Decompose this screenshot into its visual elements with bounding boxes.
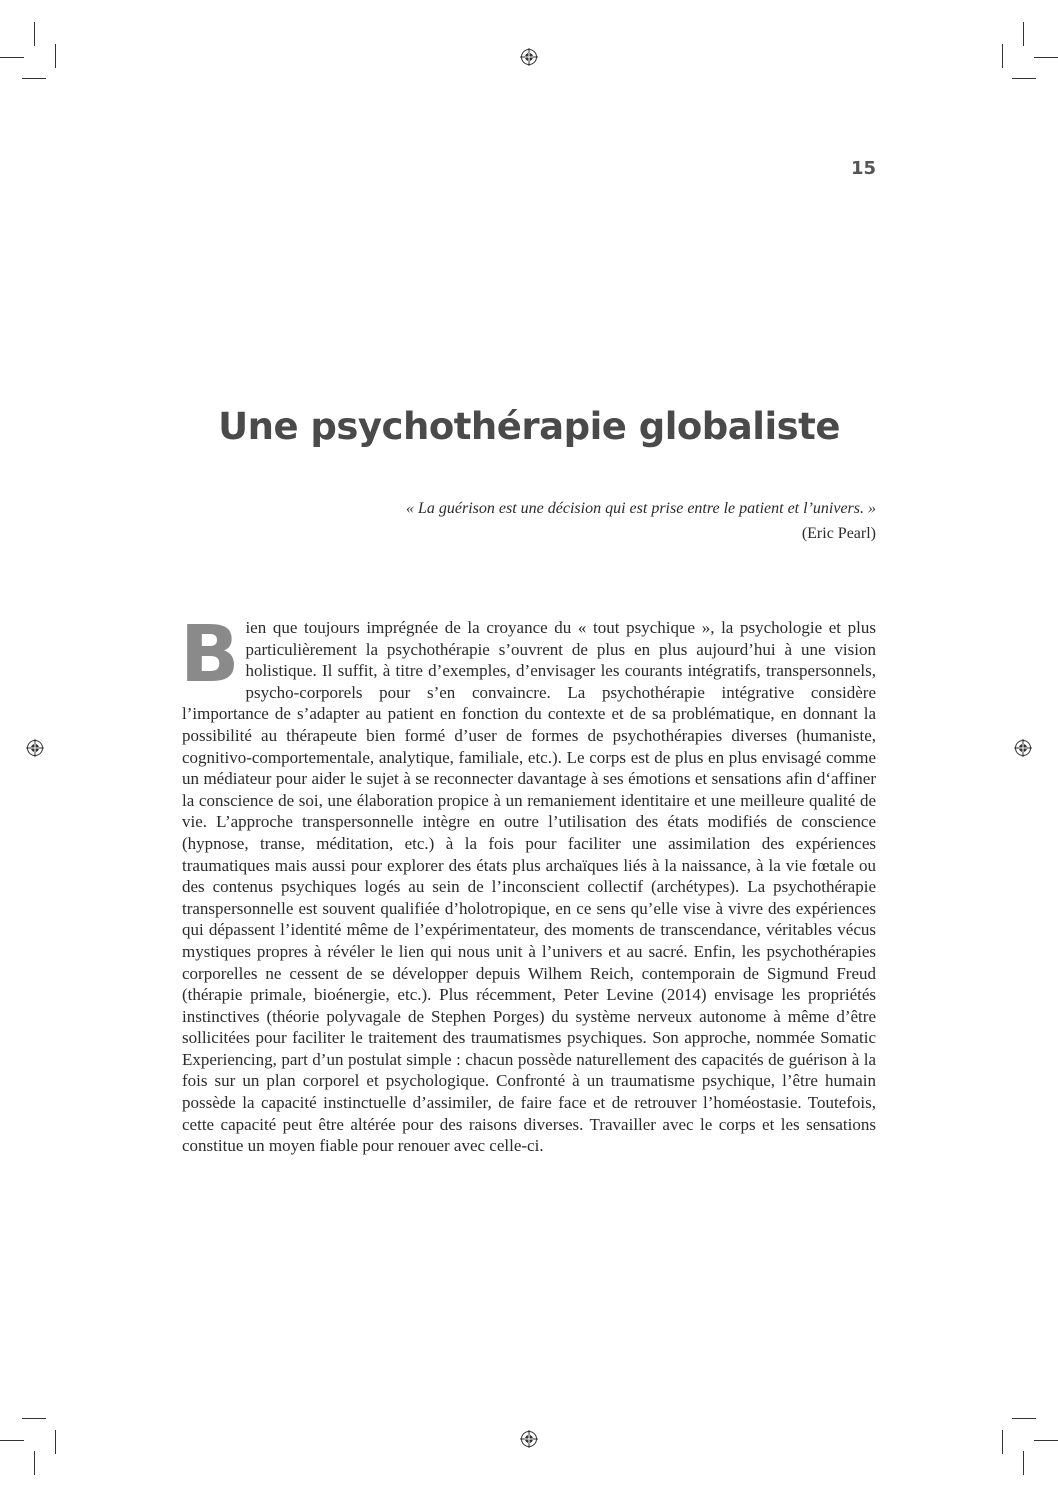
crop-mark-bottom-left-h: [22, 1418, 46, 1419]
registration-target-icon: [520, 1430, 538, 1448]
crop-mark-bottom-left-v2: [55, 1430, 56, 1454]
crop-mark-top-right-h: [1012, 78, 1036, 79]
crop-mark-top-left-h2: [0, 57, 24, 58]
crop-mark-top-right-v2: [1002, 44, 1003, 68]
crop-mark-top-left-v2: [55, 44, 56, 68]
crop-mark-bottom-left-h2: [0, 1440, 24, 1441]
body-paragraph: [180, 610, 876, 1157]
crop-mark-bottom-right-v: [1023, 1451, 1024, 1475]
registration-target-icon: [520, 48, 538, 66]
crop-mark-top-right-v: [1023, 22, 1024, 46]
epigraph: [276, 496, 876, 546]
page-number: 15: [850, 158, 876, 179]
crop-mark-top-right-h2: [1034, 57, 1058, 58]
crop-mark-top-left-h: [22, 78, 46, 79]
crop-mark-bottom-right-v2: [1002, 1430, 1003, 1454]
body-text: ien que toujours imprégnée de la croyance du « tout psychique », la psychologie et plus particulièrement la psychothérapie s’ouvrent de plus en plus aujourd’hui à une vision holistique. Il suffit, à titre d’exemples, d’envisager les courants intégratifs, transpersonnels, psycho-corporels pour s’en convaincre. La psychothérapie intégrative considère l’importance de s’adapter au patient en fonction du contexte et de sa problématique, en donnant la possibilité au thérapeute bien formé d’user de formes de psychothérapies diverses (humaniste, cognitivo-comportementale, analytique, familiale, etc.). Le corps est de plus en plus envisagé comme un médiateur pour aider le sujet à se reconnecter davantage à ses émotions et sensations afin d‘affiner la conscience de soi, une élaboration propice à un remaniement identitaire et une meilleure qualité de vie. L’approche transpersonnelle intègre en outre l’utilisation des états modifiés de conscience (hypnose, transe, méditation, etc.) à la fois pour faciliter une assimilation des expériences traumatiques mais aussi pour explorer des états plus archaïques liés à la naissance, à la vie fœtale ou des contenus psychiques logés au sein de l’inconscient collectif (archétypes). La psychothérapie transpersonnelle est souvent qualifiée d’holotropique, en ce sens qu’elle vise à vivre des expériences qui dépassent l’identité même de l’expérimentateur, des moments de transcendance, véritables vécus mystiques propres à révéler le lien qui nous unit à l’univers et au sacré. Enfin, les psychothérapies corporelles ne cessent de se développer depuis Wilhem Reich, contemporain de Sigmund Freud (thérapie primale, bioénergie, etc.). Plus récemment, Peter Levine (2014) envisage les propriétés instinctives (théorie polyvagale de Stephen Porges) du système nerveux autonome à même d’être sollicitées pour faciliter le traitement des traumatismes psychiques. Son approche, nommée Somatic Experiencing, part d’un postulat simple : chacun possède naturellement des capacités de guérison à la fois sur un plan corporel et psychologique. Confronté à un traumatisme psychique, l’être humain possède la capacité instinctuelle d’assimiler, de faire face et de retrouver l’homéostasie. Toutefois, cette capacité peut être altérée pour des raisons diverses. Travailler avec le corps et les sensations constitue un moyen fiable pour renouer avec celle-ci.: [182, 618, 876, 1156]
crop-mark-bottom-right-h2: [1034, 1440, 1058, 1441]
crop-mark-top-left-v: [34, 22, 35, 46]
crop-mark-bottom-right-h: [1012, 1418, 1036, 1419]
registration-target-icon: [1014, 739, 1032, 757]
epigraph-author: (Eric Pearl): [801, 525, 876, 542]
crop-mark-bottom-left-v: [34, 1451, 35, 1475]
registration-target-icon: [26, 739, 44, 757]
drop-cap: B: [180, 610, 240, 700]
epigraph-quote: « La guérison est une décision qui est prise entre le patient et l’univers. »: [406, 500, 876, 517]
chapter-title: Une psychothérapie globaliste: [218, 405, 840, 448]
